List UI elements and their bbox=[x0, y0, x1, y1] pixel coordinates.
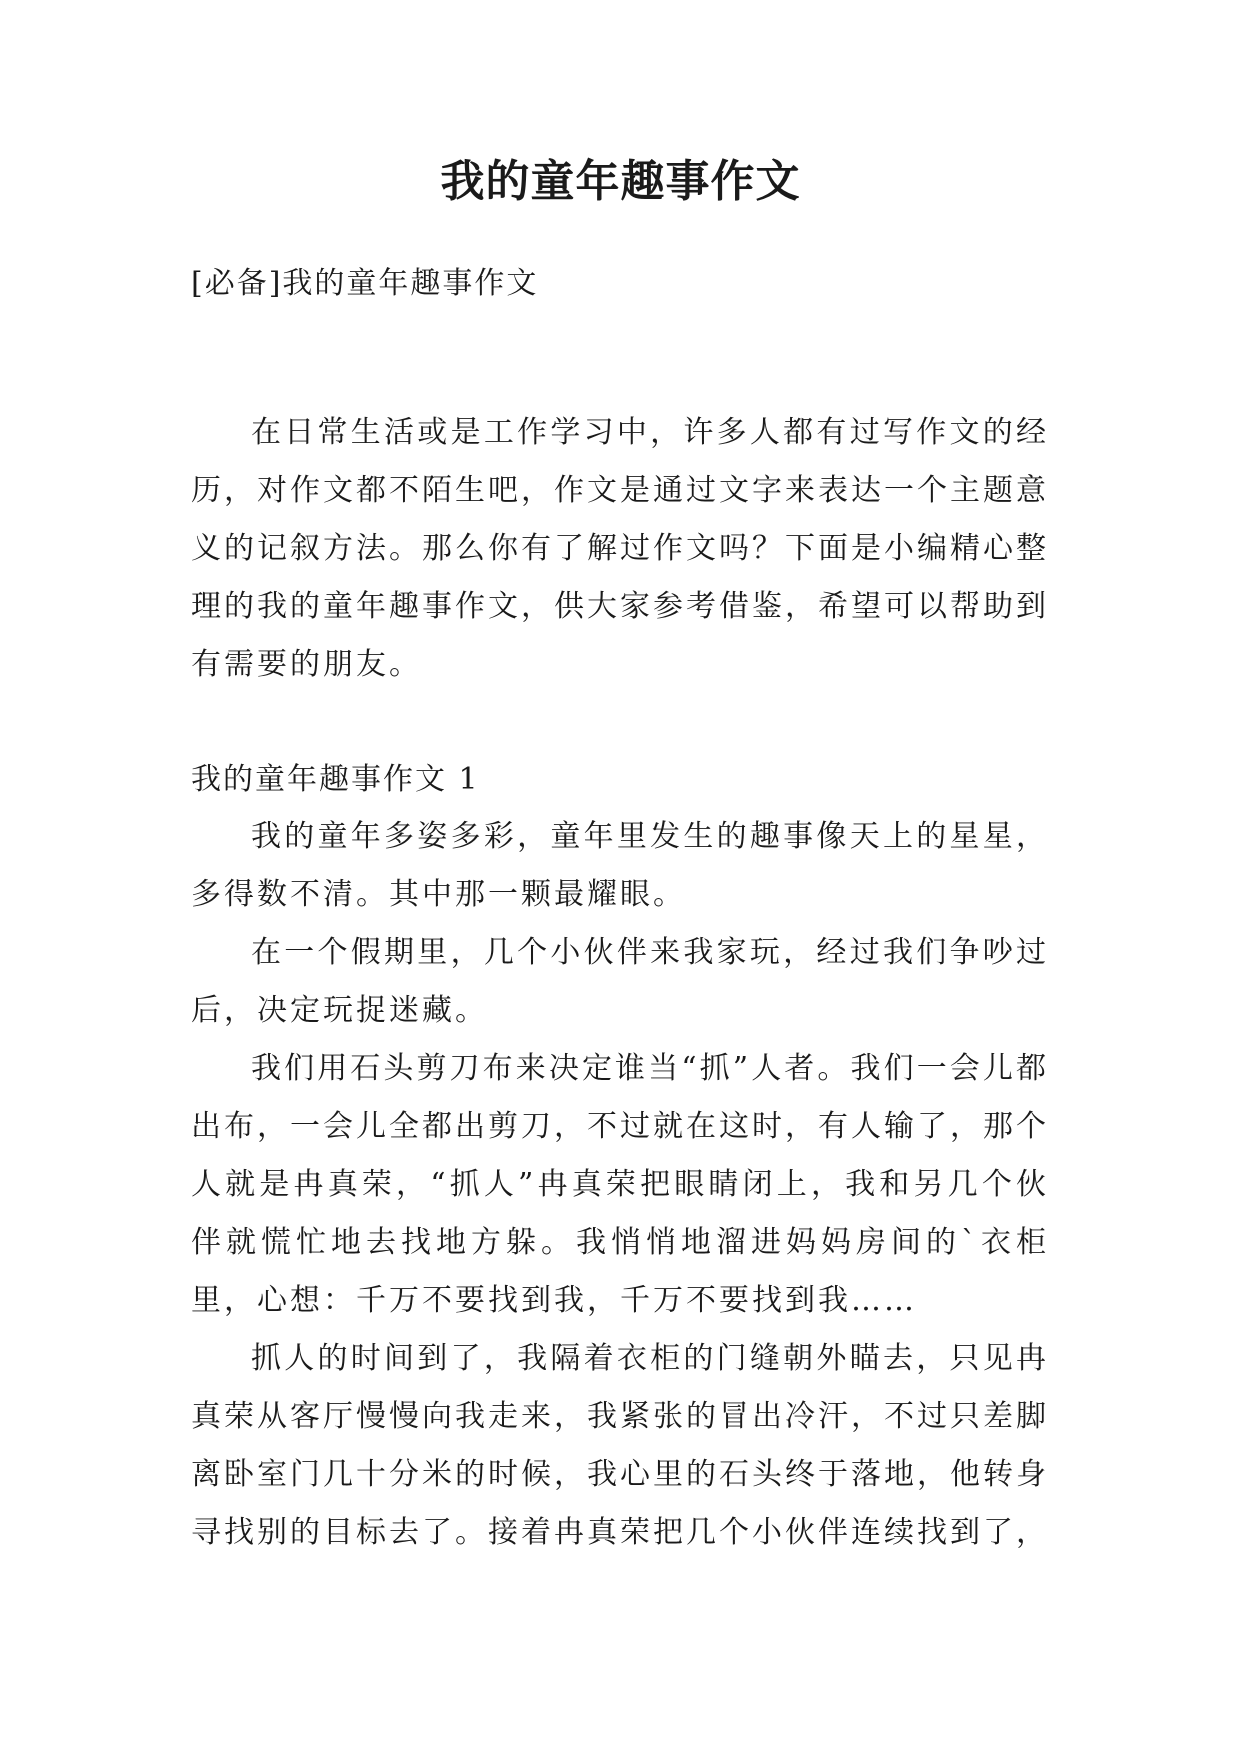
essay-paragraph: 在一个假期里，几个小伙伴来我家玩，经过我们争吵过后，决定玩捉迷藏。 bbox=[191, 935, 1049, 1028]
essay-paragraph: 我的童年多姿多彩，童年里发生的趣事像天上的星星，多得数不清。其中那一颗最耀眼。 bbox=[191, 819, 1049, 912]
essay-heading: 我的童年趣事作文 1 bbox=[191, 762, 480, 797]
intro-paragraph: 在日常生活或是工作学习中，许多人都有过写作文的经历，对作文都不陌生吧，作文是通过文字来表达一个主题意义的记叙方法。那么你有了解过作文吗？下面是小编精心整理的我的童年趣事作文，供大家参考借鉴，希望可以帮助到有需要的朋友。 bbox=[191, 415, 1049, 682]
document-title: 我的童年趣事作文 bbox=[440, 156, 801, 207]
document-subtitle: [必备]我的童年趣事作文 bbox=[191, 266, 539, 301]
essay-paragraph: 抓人的时间到了，我隔着衣柜的门缝朝外瞄去，只见冉真荣从客厅慢慢向我走来，我紧张的冒出冷汗，不过只差脚离卧室门几十分米的时候，我心里的石头终于落地，他转身寻找别的目标去了。接着冉真荣把几个小伙伴连续找到了， bbox=[191, 1341, 1049, 1550]
essay-paragraph: 我们用石头剪刀布来决定谁当“抓”人者。我们一会儿都出布，一会儿全都出剪刀，不过就在这时，有人输了，那个人就是冉真荣，“抓人”冉真荣把眼睛闭上，我和另几个伙伴就慌忙地去找地方躲。我悄悄地溜进妈妈房间的`衣柜里，心想：千万不要找到我，千万不要找到我…… bbox=[191, 1051, 1049, 1318]
essay-body bbox=[191, 808, 1049, 1562]
